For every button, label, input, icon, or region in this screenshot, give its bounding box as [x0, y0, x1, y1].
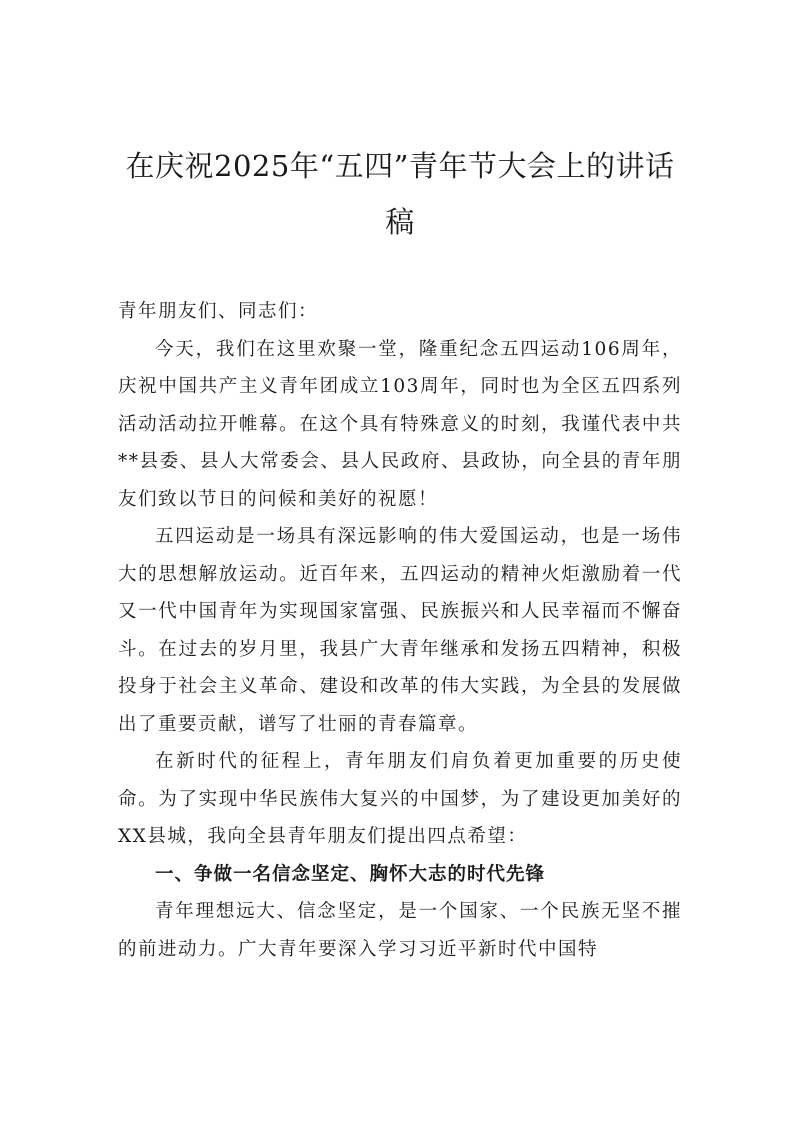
title-line-2: 稿 — [385, 205, 415, 239]
document-title — [118, 138, 682, 250]
section-paragraph: 青年理想远大、信念坚定，是一个国家、一个民族无坚不摧的前进动力。广大青年要深入学习习近平新时代中国特 — [118, 901, 682, 960]
section-heading: 一、争做一名信念坚定、胸怀大志的时代先锋 — [155, 863, 546, 885]
paragraph-may-fourth: 五四运动是一场具有深远影响的伟大爱国运动，也是一场伟大的思想解放运动。近百年来，五四运动的精神火炬激励着一代又一代中国青年为实现国家富强、民族振兴和人民幸福而不懈奋斗。在过去的岁月里，我县广大青年继承和发扬五四精神，积极投身于社会主义革命、建设和改革的伟大实践，为全县的发展做出了重要贡献，谱写了壮丽的青春篇章。 — [118, 526, 682, 735]
paragraph-new-era: 在新时代的征程上，青年朋友们肩负着更加重要的历史使命。为了实现中华民族伟大复兴的中国梦，为了建设更加美好的XX县城，我向全县青年朋友们提出四点希望： — [118, 751, 682, 847]
document-body — [118, 293, 682, 968]
salutation: 青年朋友们、同志们： — [118, 301, 319, 322]
title-line-1: 在庆祝2025年“五四”青年节大会上的讲话 — [125, 149, 675, 183]
paragraph-opening: 今天，我们在这里欢聚一堂，隆重纪念五四运动106周年，庆祝中国共产主义青年团成立103周年，同时也为全区五四系列活动活动拉开帷幕。在这个具有特殊意义的时刻，我谨代表中共**县委、县人大常委会、县人民政府、县政协，向全县的青年朋友们致以节日的问候和美好的祝愿！ — [118, 338, 682, 510]
